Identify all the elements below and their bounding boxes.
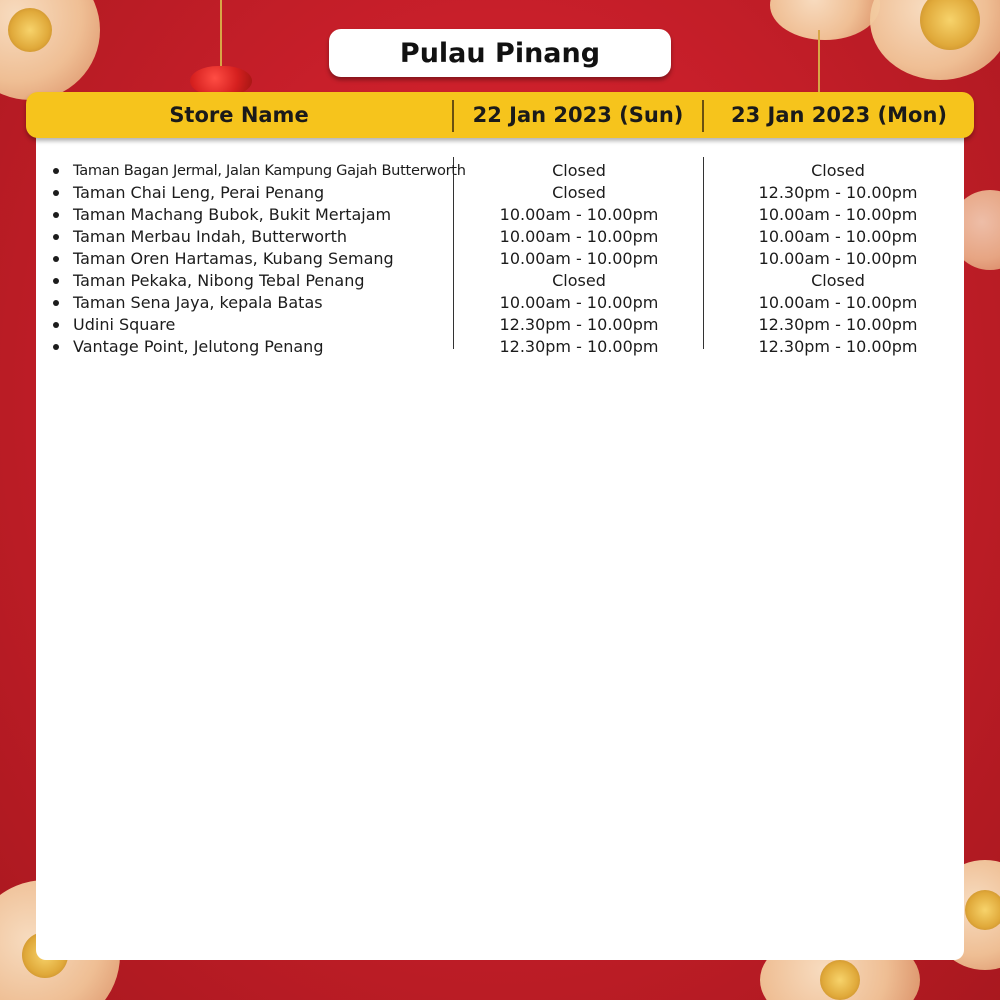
table-row: [0, 204, 1000, 226]
hours-day-2: 12.30pm - 10.00pm: [758, 183, 918, 202]
hours-day-2: 10.00am - 10.00pm: [758, 205, 918, 224]
hours-day-2: 10.00am - 10.00pm: [758, 293, 918, 312]
table-row: [0, 292, 1000, 314]
hours-day-1: 10.00am - 10.00pm: [499, 249, 659, 268]
store-name: Taman Pekaka, Nibong Tebal Penang: [73, 271, 365, 290]
store-name: Taman Machang Bubok, Bukit Mertajam: [73, 205, 392, 224]
hours-day-1: 10.00am - 10.00pm: [499, 205, 659, 224]
store-name: Vantage Point, Jelutong Penang: [73, 337, 324, 356]
store-name: Taman Sena Jaya, kepala Batas: [73, 293, 323, 312]
store-name: Taman Bagan Jermal, Jalan Kampung Gajah Butterworth: [73, 162, 466, 179]
hours-day-1: 10.00am - 10.00pm: [499, 293, 659, 312]
hours-day-1: Closed: [552, 183, 606, 202]
hours-day-2: 10.00am - 10.00pm: [758, 227, 918, 246]
bullet-icon: [53, 344, 59, 350]
header-date-1: 22 Jan 2023 (Sun): [472, 103, 684, 127]
hours-day-2: Closed: [811, 161, 865, 180]
store-name: Taman Chai Leng, Perai Penang: [73, 183, 325, 202]
table-row: [0, 336, 1000, 358]
page-title: Pulau Pinang: [329, 29, 671, 77]
hours-day-2: 12.30pm - 10.00pm: [758, 315, 918, 334]
table-header: [26, 92, 974, 138]
hours-day-2: Closed: [811, 271, 865, 290]
table-row: [0, 314, 1000, 336]
header-store-name: Store Name: [169, 103, 309, 127]
hours-day-1: 10.00am - 10.00pm: [499, 227, 659, 246]
bullet-icon: [53, 300, 59, 306]
store-name: Taman Merbau Indah, Butterworth: [73, 227, 348, 246]
bullet-icon: [53, 256, 59, 262]
hours-day-1: 12.30pm - 10.00pm: [499, 337, 659, 356]
bullet-icon: [53, 212, 59, 218]
table-row: [0, 160, 1000, 182]
hours-day-2: 12.30pm - 10.00pm: [758, 337, 918, 356]
store-name: Taman Oren Hartamas, Kubang Semang: [73, 249, 394, 268]
table-row: [0, 270, 1000, 292]
bullet-icon: [53, 278, 59, 284]
hours-day-1: 12.30pm - 10.00pm: [499, 315, 659, 334]
hours-day-1: Closed: [552, 161, 606, 180]
hours-day-1: Closed: [552, 271, 606, 290]
header-date-2: 23 Jan 2023 (Mon): [730, 103, 947, 127]
bullet-icon: [53, 322, 59, 328]
bullet-icon: [53, 190, 59, 196]
bullet-icon: [53, 168, 59, 174]
bullet-icon: [53, 234, 59, 240]
table-row: [0, 182, 1000, 204]
flower-decoration-top-left: [0, 0, 100, 100]
table-row: [0, 248, 1000, 270]
store-name: Udini Square: [73, 315, 176, 334]
table-row: [0, 226, 1000, 248]
hours-day-2: 10.00am - 10.00pm: [758, 249, 918, 268]
